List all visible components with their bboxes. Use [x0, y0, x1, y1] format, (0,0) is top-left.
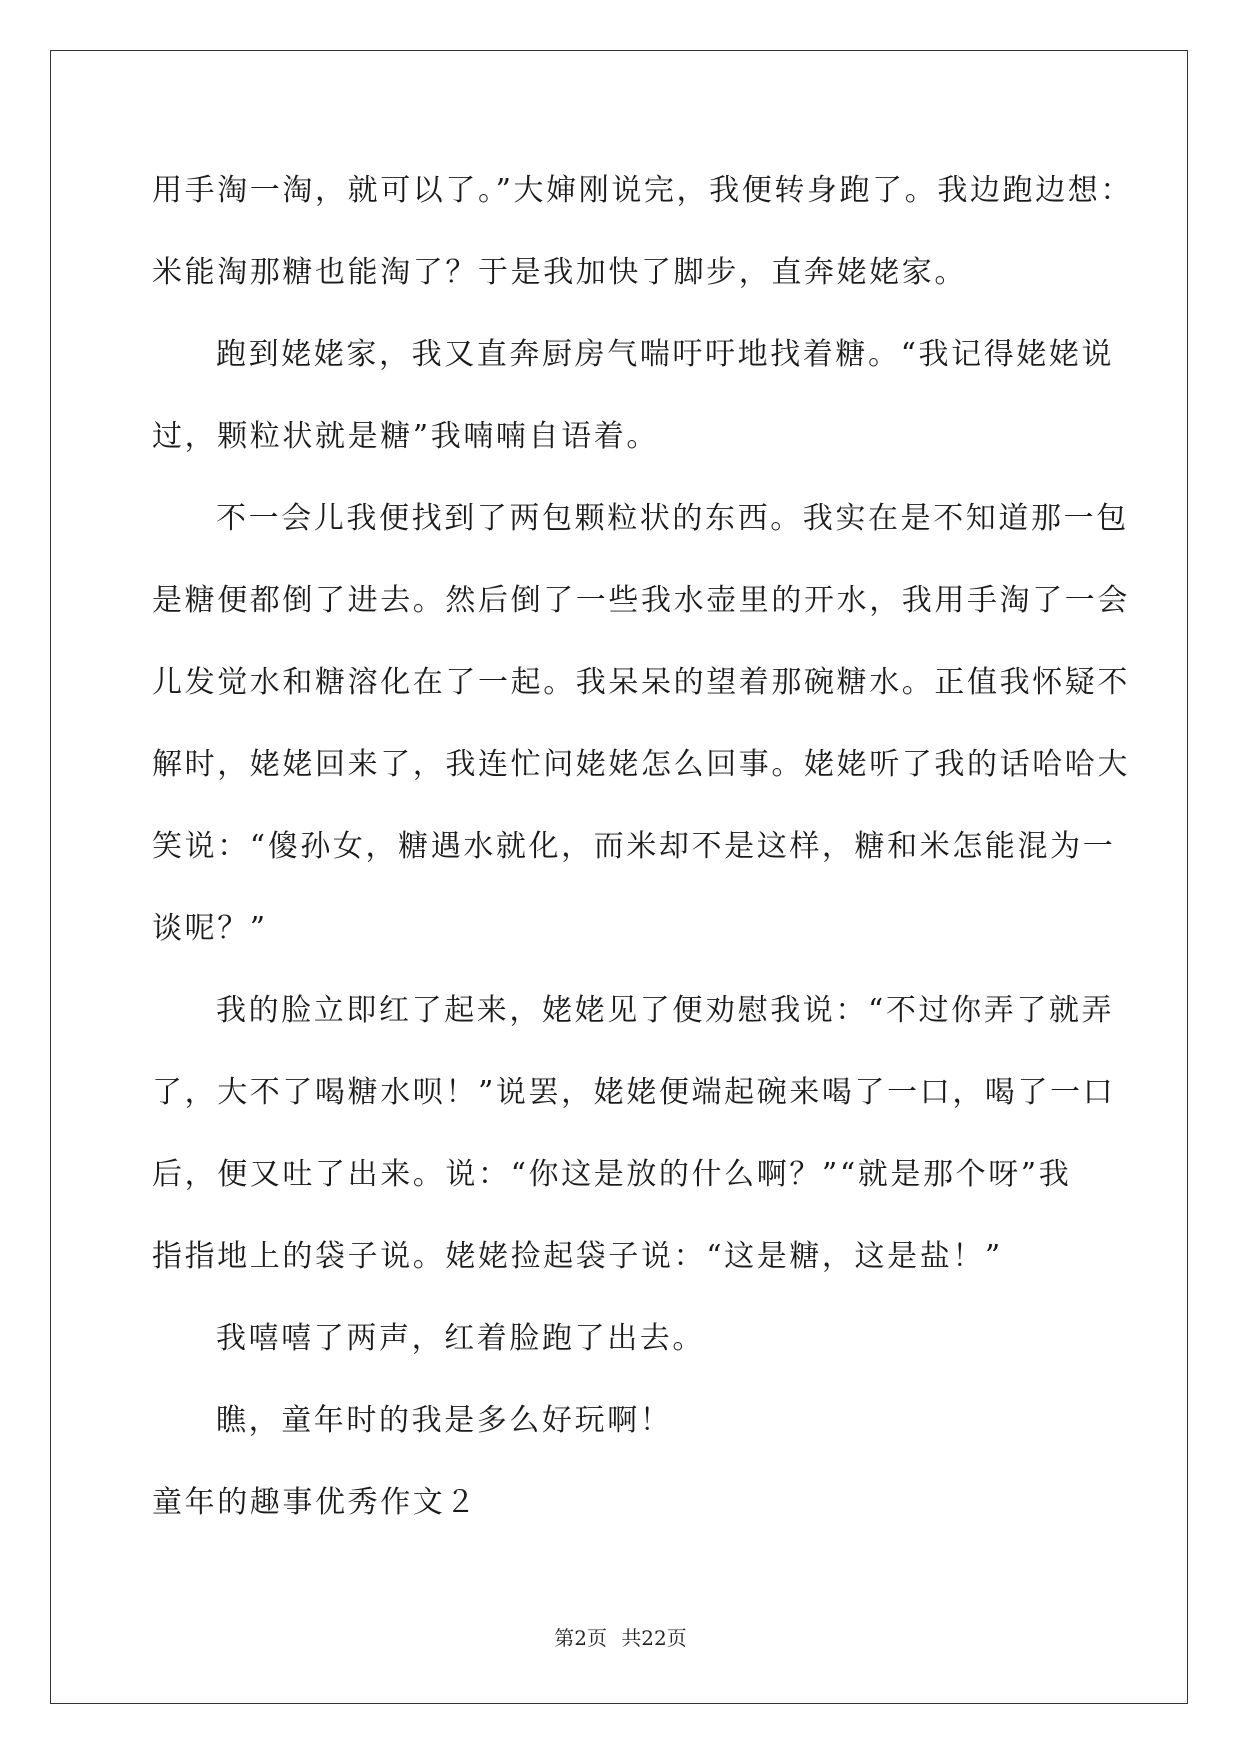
text-line: 笑说：“傻孙女，糖遇水就化，而米却不是这样，糖和米怎能混为一	[152, 829, 1116, 864]
text-line: 用手淘一淘，就可以了。”大婶刚说完，我便转身跑了。我边跑边想：	[152, 173, 1133, 208]
total-pages: 共22页	[621, 1626, 687, 1650]
text-line: 谈呢？”	[152, 911, 268, 946]
text-line: 是糖便都倒了进去。然后倒了一些我水壶里的开水，我用手淘了一会	[152, 583, 1130, 618]
text-line: 我的脸立即红了起来，姥姥见了便劝慰我说：“不过你弄了就弄	[216, 993, 1115, 1028]
current-page-number: 第2页	[554, 1626, 607, 1650]
text-line: 我嘻嘻了两声，红着脸跑了出去。	[216, 1321, 705, 1356]
text-line: 不一会儿我便找到了两包颗粒状的东西。我实在是不知道那一包	[216, 501, 1129, 536]
page-footer	[0, 1622, 1241, 1651]
text-line: 指指地上的袋子说。姥姥捡起袋子说：“这是糖，这是盐！”	[152, 1239, 1003, 1274]
text-line: 儿发觉水和糖溶化在了一起。我呆呆的望着那碗糖水。正值我怀疑不	[152, 665, 1130, 700]
text-line: 瞧，童年时的我是多么好玩啊！	[216, 1403, 673, 1438]
text-line: 解时，姥姥回来了，我连忙问姥姥怎么回事。姥姥听了我的话哈哈大	[152, 747, 1130, 782]
text-line: 后，便又吐了出来。说：“你这是放的什么啊？”“就是那个呀”我	[152, 1157, 1072, 1192]
text-line: 米能淘那糖也能淘了？于是我加快了脚步，直奔姥姥家。	[152, 255, 967, 290]
text-line: 了，大不了喝糖水呗！”说罢，姥姥便端起碗来喝了一口，喝了一口	[152, 1075, 1116, 1110]
text-line: 跑到姥姥家，我又直奔厨房气喘吁吁地找着糖。“我记得姥姥说	[216, 337, 1115, 372]
text-line: 过，颗粒状就是糖”我喃喃自语着。	[152, 419, 659, 454]
section-heading: 童年的趣事优秀作文２	[152, 1485, 478, 1520]
document-body	[152, 150, 1133, 1544]
